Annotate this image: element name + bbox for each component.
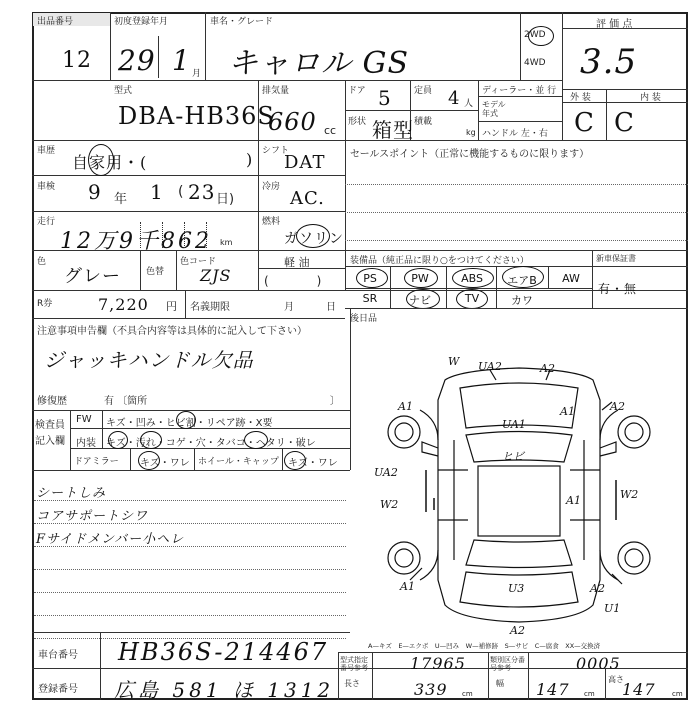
damage-legend: A—キズ E—エクボ U—凹み W—補修跡 S—サビ C—腐食 XX—交換済 — [368, 642, 601, 650]
equipment-sr: SR — [362, 292, 378, 305]
door-mirror-label: ドアミラー — [74, 457, 119, 467]
year-unit: 年 — [114, 192, 128, 207]
drive-2wd: 2WD — [524, 30, 546, 40]
score-value: 3.5 — [580, 42, 638, 82]
sales-point-label: セールスポイント（正常に機能するものに限ります） — [350, 149, 590, 160]
damage-note: A1 — [560, 405, 575, 418]
warranty-label: 新車保証書 — [596, 254, 636, 263]
circle-mark-icon — [452, 268, 494, 288]
damage-note: W2 — [380, 498, 399, 511]
drive-4wd: 4WD — [524, 58, 546, 68]
first-registration-year: 29 — [118, 44, 156, 77]
registration-value: 広島 581 ほ 1312 — [114, 678, 335, 702]
circle-mark-icon — [406, 289, 440, 309]
rear-items-label: 後日品 — [350, 314, 378, 324]
repair-history-value: 有 〔箇所 — [104, 396, 148, 407]
circle-mark-icon — [456, 289, 488, 309]
equipment-leather: カワ — [511, 294, 533, 307]
color-change-label: 色替 — [146, 267, 165, 277]
type-cert-value: 17965 — [410, 654, 466, 673]
load-label: 積載 — [414, 117, 433, 127]
notes-value: ジャッキハンドル欠品 — [44, 348, 254, 372]
circle-mark-icon — [528, 26, 554, 46]
damage-note: A1 — [566, 494, 581, 507]
lot-number-value: 12 — [62, 48, 92, 73]
category-label: 車歴 — [37, 146, 56, 156]
damage-note: W — [448, 355, 460, 368]
car-wheel-front-right — [618, 416, 650, 448]
category-close: ) — [246, 150, 254, 169]
circle-mark-icon — [284, 451, 306, 470]
repair-history-label: 修復歴 — [37, 396, 67, 407]
damage-note: UA1 — [502, 418, 526, 431]
inspection-day: 23 — [188, 180, 216, 204]
name-change-label: 名義期限 — [190, 302, 230, 313]
exterior-grade: C — [574, 108, 595, 138]
interior-grade: C — [614, 108, 635, 138]
length-unit: cm — [462, 690, 473, 698]
car-wheel-rear-right — [618, 542, 650, 574]
car-mirror-left — [422, 442, 438, 456]
r-ticket-value: 7,220 — [98, 295, 149, 314]
damage-note: A2 — [510, 624, 525, 637]
wheel-label: ホイール・キャップ — [198, 457, 279, 467]
day-unit: 日) — [216, 192, 235, 207]
comment-text: コアサポートシワ — [36, 509, 149, 524]
car-mirror-right — [600, 442, 616, 456]
damage-note: U3 — [508, 582, 525, 595]
cooler-value: AC. — [290, 188, 325, 209]
type-cert-label: 型式指定番号参考 — [340, 656, 368, 672]
lot-number-label: 出品番号 — [37, 17, 74, 27]
comment-line — [34, 592, 346, 593]
circle-mark-icon — [244, 431, 268, 449]
damage-note: UA2 — [478, 360, 502, 373]
damage-note: W2 — [620, 488, 639, 501]
fw-label: FW — [76, 414, 92, 425]
circle-mark-icon — [404, 268, 438, 288]
chassis-label: 車台番号 — [38, 650, 78, 661]
r-ticket-label: R券 — [37, 299, 53, 309]
repair-history-close: 〕 — [330, 396, 340, 407]
equipment-airbag: エアB — [507, 274, 537, 287]
equipment-label: 装備品（純正品に限り○をつけてください） — [350, 256, 529, 266]
height-label: 高さ — [608, 675, 624, 684]
fw-text: キズ・凹み・ヒビ割・リペア跡・X要 — [106, 418, 273, 429]
equipment-aw: AW — [562, 272, 580, 285]
width-label: 幅 — [496, 679, 504, 688]
interior-label: 内 装 — [640, 93, 661, 103]
damage-note: ヒビ — [502, 450, 524, 463]
category-no-label: 類別区分番号参考 — [490, 656, 525, 672]
diesel-paren: ( ) — [264, 274, 322, 288]
door-value: 5 — [378, 86, 392, 110]
damage-note: U1 — [604, 602, 621, 615]
comment-text: シートしみ — [36, 486, 107, 501]
mileage-label: 走行 — [37, 217, 56, 227]
car-name-value: キャロル GS — [228, 46, 410, 81]
model-year-label: モデル年式 — [482, 100, 506, 118]
circle-mark-icon — [296, 224, 330, 248]
displacement-label: 排気量 — [262, 86, 290, 96]
equipment-navi: ナビ — [409, 294, 431, 307]
width-unit: cm — [584, 690, 595, 698]
width-value: 147 — [536, 680, 570, 699]
yen-unit: 円 — [166, 300, 177, 313]
chassis-value: HB36S-214467 — [118, 638, 329, 666]
comment-line — [34, 569, 346, 570]
inspection-month: 1 — [150, 180, 164, 204]
month-unit: 月 — [192, 69, 202, 79]
inspector-label-1: 検査員 — [35, 420, 65, 431]
capacity-unit: 人 — [464, 99, 474, 109]
name-change-day: 日 — [326, 302, 336, 313]
handle-label: ハンドル 左・右 — [482, 129, 548, 139]
cooler-label: 冷房 — [262, 182, 281, 192]
diesel-label: 軽 油 — [284, 256, 310, 269]
shift-label: シフト — [262, 146, 290, 156]
damage-note: A1 — [398, 400, 413, 413]
color-code-label: 色コード — [180, 257, 217, 267]
name-change-month: 月 — [284, 302, 294, 313]
equipment-tv: TV — [464, 292, 480, 305]
circle-mark-icon — [356, 268, 388, 288]
category-value: 自家用・( — [72, 153, 148, 172]
displacement-value: 660 — [268, 108, 317, 136]
damage-note: UA2 — [374, 466, 398, 479]
mileage-value: 12万9千862 — [60, 229, 212, 254]
car-name-label: 車名・グレード — [210, 17, 274, 27]
damage-note: A2 — [590, 582, 605, 595]
circle-mark-icon — [176, 411, 196, 429]
circle-mark-icon — [88, 144, 114, 176]
car-roof — [478, 466, 560, 536]
load-unit: kg — [466, 128, 476, 137]
fuel-value: ガソリン — [284, 231, 344, 247]
category-no-value: 0005 — [576, 654, 621, 673]
model-label: 型式 — [114, 86, 133, 96]
circle-mark-icon — [140, 431, 162, 449]
door-label: ドア — [348, 86, 366, 96]
length-label: 長さ — [344, 679, 360, 688]
notes-label: 注意事項申告欄（不具合内容等は具体的に記入して下さい） — [37, 326, 307, 337]
registration-label: 登録番号 — [38, 684, 78, 695]
damage-note: A2 — [610, 400, 625, 413]
dealer-label: ディーラー・並 行 — [482, 86, 557, 96]
circle-mark-icon — [138, 451, 160, 470]
door-mirror-text: キズ・ワレ — [140, 458, 190, 469]
score-label: 評 価 点 — [596, 19, 633, 30]
damage-note: A1 — [400, 580, 415, 593]
warranty-value: 有・無 — [598, 282, 638, 296]
capacity-label: 定員 — [414, 86, 433, 96]
km-unit: km — [220, 238, 233, 247]
first-registration-label: 初度登録年月 — [114, 17, 169, 27]
circle-mark-icon — [502, 266, 544, 288]
equipment-ps: PS — [363, 272, 377, 285]
inspection-label: 車検 — [37, 182, 56, 192]
color-value: グレー — [64, 266, 121, 287]
shape-label: 形状 — [348, 117, 367, 127]
circle-mark-icon — [108, 431, 128, 449]
comment-text: Fサイドメンバー小ヘレ — [36, 532, 185, 547]
comment-line — [34, 615, 346, 616]
car-rear-window — [466, 540, 572, 568]
color-label: 色 — [37, 257, 47, 267]
shift-value: DAT — [284, 152, 326, 173]
height-value: 147 — [622, 680, 656, 699]
height-unit: cm — [672, 690, 683, 698]
interior-check-text: キズ・汚れ・コゲ・穴・タバコ・ヘタリ・破レ — [106, 438, 316, 449]
first-registration-month: 1 — [172, 44, 191, 77]
length-value: 339 — [414, 680, 448, 699]
wheel-text: キズ・ワレ — [288, 458, 338, 469]
capacity-value: 4 — [448, 88, 461, 109]
shape-value: 箱型 — [372, 118, 414, 142]
exterior-label: 外 装 — [570, 93, 591, 103]
interior-check-label: 内装 — [76, 438, 96, 449]
fuel-label: 燃料 — [262, 217, 281, 227]
cc-unit: cc — [324, 124, 337, 137]
car-wheel-front-left — [388, 416, 420, 448]
equipment-pw: PW — [411, 272, 429, 285]
car-wheel-rear-left — [388, 542, 420, 574]
inspector-label-2: 記入欄 — [35, 436, 65, 447]
inspection-paren: ( — [178, 184, 184, 200]
damage-note: A2 — [540, 362, 555, 375]
equipment-abs: ABS — [461, 272, 483, 285]
inspection-year: 9 — [88, 180, 102, 204]
color-code-value: ZJS — [200, 266, 232, 285]
model-value: DBA-HB36S — [118, 102, 275, 130]
